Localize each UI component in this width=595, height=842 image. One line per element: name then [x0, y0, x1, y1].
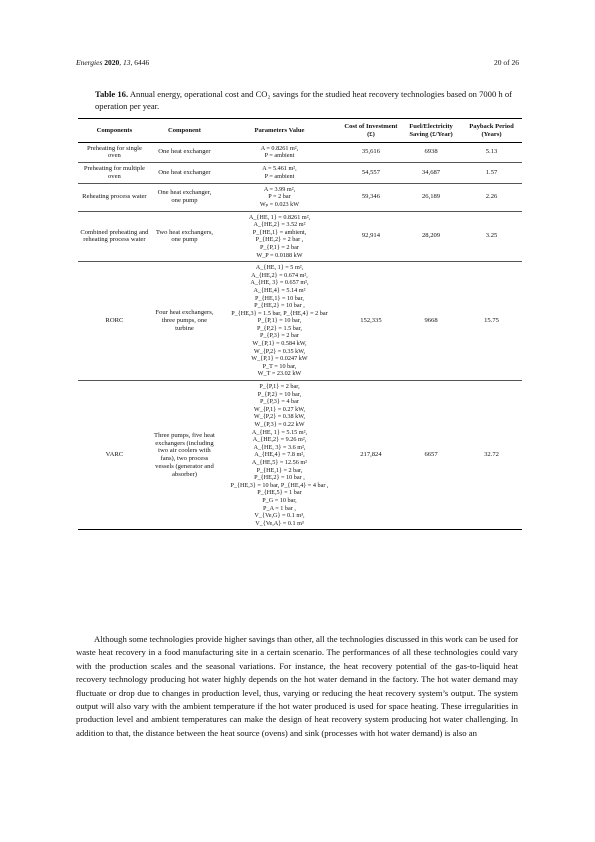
cell-payback: 2.26: [461, 183, 522, 211]
table-caption-text: Annual energy, operational cost and CO₂ savings for the studied heat recovery technologies based on 7000 h of operation per year.: [95, 89, 513, 111]
parameter-line: A_{HE, 1} = 0.8261 m²,: [248, 213, 311, 221]
parameter-line: A_{HE, 1} = 5 m²,: [255, 264, 304, 272]
cell-components: Preheating for single oven: [78, 142, 151, 163]
cell-components: VARC: [78, 381, 151, 530]
parameter-line: P_{HE,1} = ambient,: [252, 228, 307, 236]
body-paragraph-block: [76, 633, 518, 740]
cell-parameters: [218, 211, 341, 262]
parameter-line: V_{Ve,A} = 0.1 m³: [255, 519, 304, 527]
parameter-line: P_{P,2} = 10 bar,: [257, 390, 302, 398]
journal-citation: Energies 2020, 13, 6446: [76, 58, 150, 67]
cell-components: Preheating for multiple oven: [78, 163, 151, 184]
parameter-line: A_{HE,4} = 5.14 m²: [253, 286, 306, 294]
parameter-line: W_{P,1} = 0.584 kW,: [252, 340, 307, 348]
cell-parameters: [218, 142, 341, 163]
parameter-line: W_{P,3} = 0.22 kW: [254, 421, 305, 428]
parameter-line: P_{HE,2} = 2 bar ,: [255, 236, 304, 244]
parameter-line: P_{P,1} = 2 bar,: [259, 383, 300, 391]
cell-cost: 54,557: [341, 163, 401, 184]
parameter-line: W_T = 23.02 kW: [257, 370, 302, 378]
journal-volume: 13: [123, 58, 131, 67]
table-row: [78, 262, 522, 381]
savings-table: [78, 118, 522, 530]
parameter-line: P = 2 bar: [268, 193, 291, 201]
parameter-line: A_{HE,4} = 7.8 m²,: [254, 451, 305, 459]
col-header-components: Components: [78, 119, 151, 143]
parameter-line: W_{P,1} = 0.27 kW,: [253, 405, 306, 413]
cell-cost: 35,616: [341, 142, 401, 163]
cell-parameters: [218, 163, 341, 184]
table-row: [78, 163, 522, 184]
parameter-line: P_{HE,3} = 1.5 bar, P_{HE,4} = 2 bar: [231, 309, 328, 317]
cell-components: Reheating process water: [78, 183, 151, 211]
parameter-line: P_{P,1} = 2 bar: [259, 243, 299, 251]
table-row: [78, 211, 522, 262]
cell-component: One heat exchanger, one pump: [151, 183, 218, 211]
cell-saving: 26,189: [401, 183, 461, 211]
parameter-line: P_{P,3} = 4 bar: [259, 398, 299, 406]
table-row: [78, 183, 522, 211]
article-number: 6446: [134, 58, 150, 67]
parameter-line: W_{P,2} = 0.35 kW,: [253, 347, 306, 355]
cell-saving: 34,687: [401, 163, 461, 184]
parameter-line: A = 3.99 m²,: [263, 185, 296, 193]
parameter-line: A_{HE,2} = 3.52 m²: [253, 221, 306, 229]
parameter-line: A = 0.8261 m²,: [260, 144, 299, 152]
parameter-line: V_{Ve,G} = 0.1 m³,: [254, 512, 305, 520]
cell-parameters: [218, 381, 341, 530]
parameter-line: A_{HE,2} = 9.26 m²,: [252, 436, 307, 444]
col-header-parameters: Parameters Value: [218, 119, 341, 143]
body-paragraph: Although some technologies provide higher savings than other, all the technologies discussed in this work can be used for waste heat recovery in a food manufacturing site in a certain scenario. The performances of all these technologies could vary with the production scales and the seasonal variations. For instance, the heat recovery potential of the gas-to-liquid heat recovery technology producing hot water highly depends on the hot water demand in the factory. The hot water demand may fluctuate or drop due to changes in production level, thus, varying or reducing the heat recovery system’s output. The system output will also vary with the ambient temperature if the hot water produced is used for space heating. These irregularities in production level and ambient temperatures can make the design of heat recovery system producing hot water challenging. In addition to that, the distance between the heat source (ovens) and sink (processes with hot water demand) is also an: [76, 634, 518, 738]
table-row: [78, 142, 522, 163]
cell-cost: 217,824: [341, 381, 401, 530]
cell-cost: 152,335: [341, 262, 401, 381]
table-label: Table 16.: [95, 89, 129, 99]
cell-payback: 1.57: [461, 163, 522, 184]
cell-payback: 5.13: [461, 142, 522, 163]
parameter-line: P_{HE,1} = 2 bar,: [256, 466, 303, 474]
page-header: [76, 58, 519, 70]
journal-year: 2020: [104, 58, 120, 67]
parameter-line: P_{HE,5} = 1 bar: [257, 489, 302, 497]
parameter-line: P_A = 1 bar ,: [263, 504, 296, 512]
parameter-line: W_P = 0.0188 kW: [256, 251, 303, 259]
table-row: [78, 381, 522, 530]
parameter-line: P_{HE,2} = 10 bar ,: [254, 302, 305, 310]
col-header-payback: Payback Period (Years): [461, 119, 522, 143]
parameter-line: A = 5.461 m²,: [262, 165, 297, 173]
cell-cost: 59,346: [341, 183, 401, 211]
parameter-line: P_{HE,3} = 10 bar, P_{HE,4} = 4 bar ,: [230, 481, 329, 489]
cell-saving: 9668: [401, 262, 461, 381]
cell-saving: 6938: [401, 142, 461, 163]
page-number: 20 of 26: [494, 58, 519, 67]
parameter-line: P_{P,2} = 1.5 bar,: [257, 324, 302, 332]
col-header-component: Component: [151, 119, 218, 143]
parameter-line: W_{P,2} = 0.38 kW,: [253, 413, 306, 421]
cell-component: One heat exchanger: [151, 142, 218, 163]
cell-component: Four heat exchangers, three pumps, one turbine: [151, 262, 218, 381]
parameter-line: A_{HE,5} = 12.56 m²: [251, 458, 308, 466]
parameter-line: P_G = 10 bar,: [262, 496, 297, 504]
parameter-line: P_{P,1} = 10 bar,: [257, 317, 302, 325]
parameter-line: A_{HE, 3} = 0.657 m²,: [250, 279, 309, 287]
col-header-cost: Cost of Investment (£): [341, 119, 401, 143]
cell-components: RORC: [78, 262, 151, 381]
parameter-line: P_T = 10 bar,: [262, 362, 297, 370]
parameter-line: P = ambient: [264, 152, 295, 160]
table-caption: [95, 88, 515, 112]
parameter-line: P_{HE,2} = 10 bar ,: [254, 474, 305, 482]
parameter-line: P_{P,3} = 2 bar: [259, 332, 299, 340]
cell-payback: 32.72: [461, 381, 522, 530]
cell-saving: 6657: [401, 381, 461, 530]
parameter-line: P_{HE,1} = 10 bar,: [255, 294, 304, 302]
cell-parameters: [218, 183, 341, 211]
parameter-line: A_{HE,2} = 0.674 m²,: [251, 271, 308, 279]
cell-payback: 15.75: [461, 262, 522, 381]
cell-component: Three pumps, five heat exchangers (including two air coolers with fans), two process vessels (generator and absorber): [151, 381, 218, 530]
parameter-line: A_{HE, 1} = 5.15 m²,: [251, 428, 308, 436]
cell-payback: 3.25: [461, 211, 522, 262]
parameter-line: P = ambient: [264, 172, 295, 180]
parameter-line: W_{P,1} = 0.0247 kW: [251, 355, 308, 363]
parameter-line: A_{HE, 3} = 3.6 m²,: [253, 443, 306, 451]
table-header-row: [78, 119, 522, 143]
parameter-line: Wₚ = 0.023 kW: [259, 200, 300, 208]
cell-cost: 92,914: [341, 211, 401, 262]
cell-saving: 28,209: [401, 211, 461, 262]
journal-name: Energies: [76, 58, 103, 67]
col-header-saving: Fuel/Electricity Saving (£/Year): [401, 119, 461, 143]
cell-components: Combined preheating and reheating process water: [78, 211, 151, 262]
cell-parameters: [218, 262, 341, 381]
cell-component: One heat exchanger: [151, 163, 218, 184]
cell-component: Two heat exchangers, one pump: [151, 211, 218, 262]
